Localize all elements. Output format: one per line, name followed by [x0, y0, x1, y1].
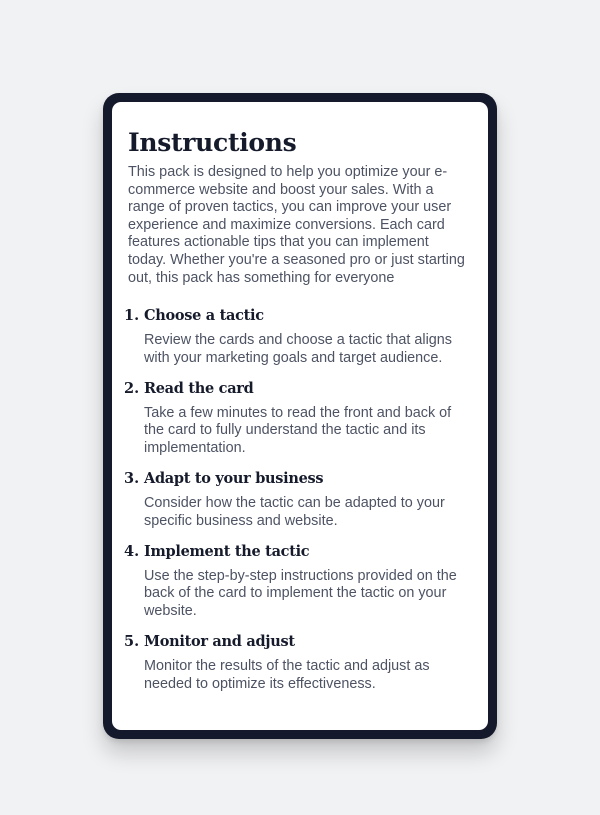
- step-item-5: [124, 631, 470, 693]
- step-body: [144, 631, 470, 693]
- step-item-3: [124, 468, 470, 530]
- step-number: 2.: [124, 379, 140, 397]
- step-item-1: [124, 305, 470, 367]
- step-number: 1.: [124, 307, 140, 325]
- step-item-4: [124, 541, 470, 620]
- step-title: Adapt to your business: [144, 470, 324, 488]
- step-description: Consider how the tactic can be adapted to your specific business and website.: [144, 495, 445, 529]
- step-body: [144, 541, 470, 620]
- step-item-2: [124, 378, 470, 457]
- step-title: Implement the tactic: [144, 543, 310, 560]
- step-description: Take a few minutes to read the front and back of the card to fully understand the tactic and its implementation.: [144, 404, 452, 456]
- step-number: 4.: [124, 543, 140, 560]
- step-title: Read the card: [144, 379, 254, 397]
- step-number: 5.: [124, 633, 140, 651]
- step-body: [144, 305, 470, 367]
- step-title: Choose a tactic: [144, 307, 264, 325]
- intro-paragraph: This pack is designed to help you optimize your e-commerce website and boost your sales. With a range of proven tactics, you can improve your user experience and maximize conversions. Each card features actionable tips that you can implement today. Whether you're a seasoned pro or just starting out, this pack has something for everyone: [128, 164, 465, 286]
- step-body: [144, 378, 470, 457]
- card-content: [112, 102, 488, 730]
- steps-list: [124, 305, 470, 693]
- instructions-card: [103, 93, 497, 739]
- step-number: 3.: [124, 470, 140, 488]
- step-title: Monitor and adjust: [144, 633, 295, 651]
- step-description: Monitor the results of the tactic and adjust as needed to optimize its effectiveness.: [144, 658, 430, 692]
- step-description: Review the cards and choose a tactic that aligns with your marketing goals and target audience.: [144, 332, 452, 366]
- card-title: Instructions: [128, 128, 297, 157]
- step-description: Use the step-by-step instructions provided on the back of the card to implement the tactic on your website.: [144, 568, 457, 619]
- step-body: [144, 468, 470, 530]
